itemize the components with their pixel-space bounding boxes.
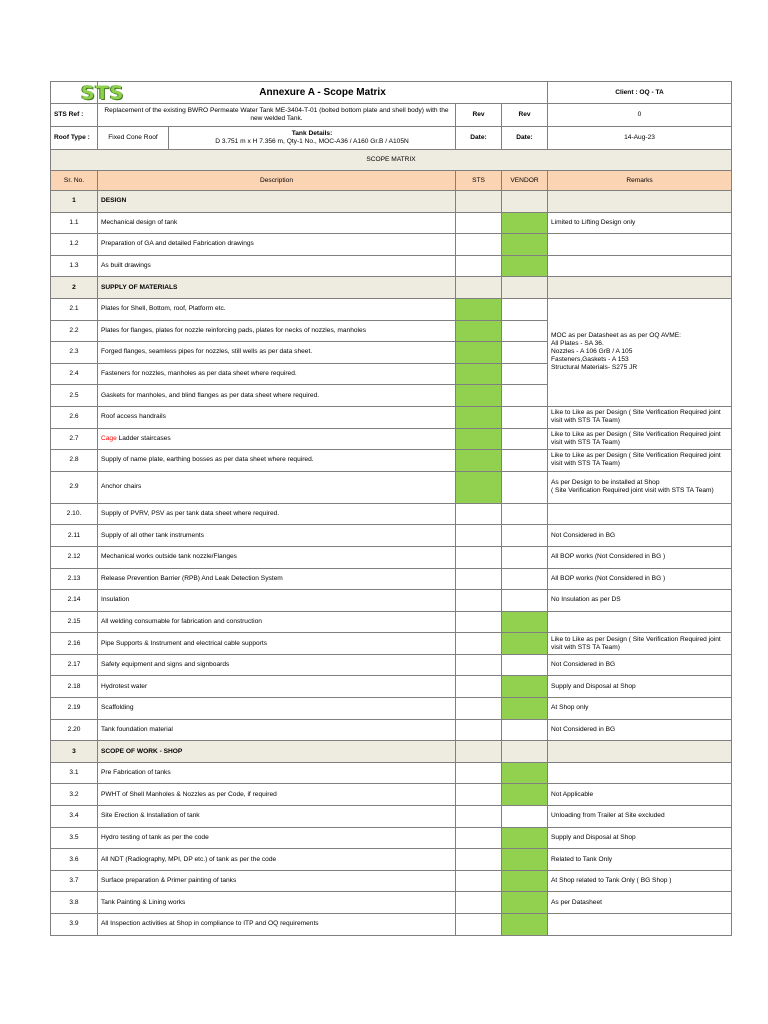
- section-row: [51, 277, 732, 299]
- sts-ref-label: STS Ref :: [51, 104, 98, 127]
- sr-no-cell: 2.2: [51, 320, 98, 342]
- table-row: [51, 870, 732, 892]
- sr-no-cell: 2.17: [51, 654, 98, 676]
- description-cell: Site Erection & Installation of tank: [98, 806, 456, 828]
- description-cell: Pre Fabrication of tanks: [98, 762, 456, 784]
- vendor-cell: [502, 892, 548, 914]
- remarks-cell: Not Applicable: [548, 784, 732, 806]
- vendor-cell: [502, 255, 548, 277]
- sts-cell: [456, 784, 502, 806]
- table-row: [51, 892, 732, 914]
- vendor-cell: [502, 385, 548, 407]
- sr-no-cell: 2.3: [51, 342, 98, 364]
- sr-no-cell: 2.1: [51, 298, 98, 320]
- sts-cell: [456, 914, 502, 936]
- table-row: [51, 762, 732, 784]
- vendor-cell: [502, 342, 548, 364]
- sts-cell: [456, 525, 502, 547]
- sr-no-cell: 2.5: [51, 385, 98, 407]
- remarks-cell: [548, 611, 732, 633]
- scope-matrix-table: [50, 81, 732, 936]
- rev-label-2: Rev: [502, 104, 548, 127]
- sr-no-cell: 2.9: [51, 471, 98, 503]
- sr-no-cell: 3.5: [51, 827, 98, 849]
- sts-cell: [456, 471, 502, 503]
- sr-no-cell: 2.10.: [51, 503, 98, 525]
- tank-details-cell: [98, 127, 456, 150]
- sts-cell: [456, 590, 502, 612]
- description-text: Ladder staircases: [116, 434, 171, 442]
- tank-details-value: D 3.751 m x H 7.356 m, Qty-1 No., MOC-A36 / A160 Gr.B / A105N: [215, 138, 409, 145]
- description-cell: PWHT of Shell Manholes & Nozzles as per Code, if required: [98, 784, 456, 806]
- vendor-cell: [502, 827, 548, 849]
- vendor-cell: [502, 633, 548, 655]
- vendor-cell: [502, 471, 548, 503]
- sts-cell: [456, 234, 502, 256]
- table-row: [51, 568, 732, 590]
- table-row: [51, 611, 732, 633]
- sts-cell: [456, 806, 502, 828]
- vendor-cell: [502, 676, 548, 698]
- sr-no-cell: 2.14: [51, 590, 98, 612]
- remarks-cell: All BOP works (Not Considered in BG ): [548, 546, 732, 568]
- sr-no-cell: 2.16: [51, 633, 98, 655]
- vendor-cell: [502, 590, 548, 612]
- sr-no-cell: 2.15: [51, 611, 98, 633]
- description-cell: Tank Painting & Lining works: [98, 892, 456, 914]
- description-cell: Hydro testing of tank as per the code: [98, 827, 456, 849]
- scope-matrix-heading: SCOPE MATRIX: [51, 150, 732, 171]
- table-row: [51, 525, 732, 547]
- table-row: [51, 406, 732, 428]
- description-cell: Anchor chairs: [98, 471, 456, 503]
- sts-cell: [456, 277, 502, 299]
- sts-cell: [456, 849, 502, 871]
- sts-cell: [456, 320, 502, 342]
- table-row: [51, 654, 732, 676]
- project-description: Replacement of the existing BWRO Permeate Water Tank ME-3404-T-01 (bolted bottom plate and shell body) with the new welded Tank.: [98, 104, 456, 127]
- remarks-cell: [548, 234, 732, 256]
- section-row: [51, 741, 732, 763]
- description-cell: SUPPLY OF MATERIALS: [98, 277, 456, 299]
- table-row: [51, 827, 732, 849]
- description-cell: Insulation: [98, 590, 456, 612]
- remarks-cell: Supply and Disposal at Shop: [548, 676, 732, 698]
- description-cell: Forged flanges, seamless pipes for nozzles, still wells as per data sheet.: [98, 342, 456, 364]
- sts-cell: [456, 212, 502, 234]
- vendor-cell: [502, 428, 548, 450]
- vendor-cell: [502, 762, 548, 784]
- date-label-2: Date:: [502, 127, 548, 150]
- sts-cell: [456, 568, 502, 590]
- sr-no-cell: 2.11: [51, 525, 98, 547]
- sr-no-cell: 2.19: [51, 698, 98, 720]
- roof-type-value: Fixed Cone Roof: [98, 127, 169, 149]
- remarks-cell: [548, 503, 732, 525]
- vendor-cell: [502, 784, 548, 806]
- remarks-cell: All BOP works (Not Considered in BG ): [548, 568, 732, 590]
- vendor-cell: [502, 450, 548, 472]
- table-row: [51, 255, 732, 277]
- vendor-cell: [502, 849, 548, 871]
- vendor-cell: [502, 277, 548, 299]
- sr-no-cell: 2.6: [51, 406, 98, 428]
- remarks-cell: Supply and Disposal at Shop: [548, 827, 732, 849]
- sts-logo: STS: [51, 82, 98, 104]
- sr-no-cell: 2.18: [51, 676, 98, 698]
- description-cell: Hydrotest water: [98, 676, 456, 698]
- sr-no-cell: 1.3: [51, 255, 98, 277]
- col-header-description: Description: [98, 171, 456, 191]
- sts-cell: [456, 191, 502, 213]
- table-row: [51, 450, 732, 472]
- description-cell: Tank foundation material: [98, 719, 456, 741]
- vendor-cell: [502, 806, 548, 828]
- sr-no-cell: 3.1: [51, 762, 98, 784]
- sts-cell: [456, 762, 502, 784]
- description-cell: Pipe Supports & Instrument and electrical cable supports: [98, 633, 456, 655]
- vendor-cell: [502, 234, 548, 256]
- vendor-cell: [502, 698, 548, 720]
- sts-cell: [456, 546, 502, 568]
- sr-no-cell: 3: [51, 741, 98, 763]
- tank-details-label: Tank Details:: [291, 130, 333, 137]
- description-cell: Fasteners for nozzles, manholes as per data sheet where required.: [98, 363, 456, 385]
- table-row: [51, 212, 732, 234]
- sts-cell: [456, 719, 502, 741]
- sr-no-cell: 1.1: [51, 212, 98, 234]
- client-cell: Client : OQ - TA: [548, 82, 732, 104]
- sr-no-cell: 1.2: [51, 234, 98, 256]
- sts-cell: [456, 827, 502, 849]
- remarks-cell: Like to Like as per Design ( Site Verification Required joint visit with STS TA Team): [548, 450, 732, 472]
- sr-no-cell: 2.4: [51, 363, 98, 385]
- remarks-cell: At Shop only: [548, 698, 732, 720]
- vendor-cell: [502, 654, 548, 676]
- description-cell: Plates for flanges, plates for nozzle reinforcing pads, plates for necks of nozzles, manholes: [98, 320, 456, 342]
- remarks-cell: No Insulation as per DS: [548, 590, 732, 612]
- sts-cell: [456, 450, 502, 472]
- remarks-cell: [548, 191, 732, 213]
- vendor-cell: [502, 741, 548, 763]
- remarks-cell: [548, 277, 732, 299]
- table-row: [51, 806, 732, 828]
- remarks-cell: Like to Like as per Design ( Site Verification Required joint visit with STS TA Team): [548, 406, 732, 428]
- sts-cell: [456, 698, 502, 720]
- vendor-cell: [502, 914, 548, 936]
- description-cell: Supply of PVRV, PSV as per tank data sheet where required.: [98, 503, 456, 525]
- col-header-vendor: VENDOR: [502, 171, 548, 191]
- remarks-cell: Unloading from Trailer at Site excluded: [548, 806, 732, 828]
- sts-cell: [456, 255, 502, 277]
- sts-cell: [456, 342, 502, 364]
- table-row: [51, 698, 732, 720]
- description-cell: Roof access handrails: [98, 406, 456, 428]
- roof-type-label: Roof Type :: [51, 127, 98, 150]
- page-title: Annexure A - Scope Matrix: [98, 82, 548, 104]
- rev-value: 0: [548, 104, 732, 127]
- description-cell: Release Prevention Barrier (RPB) And Leak Detection System: [98, 568, 456, 590]
- description-cell: Surface preparation & Primer painting of tanks: [98, 870, 456, 892]
- description-cell: Mechanical design of tank: [98, 212, 456, 234]
- vendor-cell: [502, 320, 548, 342]
- table-row: [51, 633, 732, 655]
- remarks-cell: [548, 762, 732, 784]
- description-cell: Supply of all other tank instruments: [98, 525, 456, 547]
- remarks-cell: Not Considered in BG: [548, 654, 732, 676]
- vendor-cell: [502, 568, 548, 590]
- sts-cell: [456, 676, 502, 698]
- scope-matrix-sheet: [50, 81, 731, 936]
- col-header-sr: Sr. No.: [51, 171, 98, 191]
- table-row: [51, 546, 732, 568]
- sts-cell: [456, 406, 502, 428]
- col-header-sts: STS: [456, 171, 502, 191]
- vendor-cell: [502, 546, 548, 568]
- description-cell: All NDT (Radiography, MPI, DP etc.) of tank as per the code: [98, 849, 456, 871]
- table-row: [51, 914, 732, 936]
- sr-no-cell: 3.7: [51, 870, 98, 892]
- sr-no-cell: 3.8: [51, 892, 98, 914]
- vendor-cell: [502, 611, 548, 633]
- sts-cell: [456, 503, 502, 525]
- sts-cell: [456, 298, 502, 320]
- remarks-cell: Not Considered in BG: [548, 525, 732, 547]
- remarks-cell: Like to Like as per Design ( Site Verification Required joint visit with STS TA Team): [548, 633, 732, 655]
- remarks-cell: [548, 914, 732, 936]
- vendor-cell: [502, 525, 548, 547]
- remarks-cell: Related to Tank Only: [548, 849, 732, 871]
- sts-cell: [456, 611, 502, 633]
- description-cell: Safety equipment and signs and signboards: [98, 654, 456, 676]
- section-row: [51, 191, 732, 213]
- description-cell: Mechanical works outside tank nozzle/Flanges: [98, 546, 456, 568]
- description-cell: DESIGN: [98, 191, 456, 213]
- vendor-cell: [502, 719, 548, 741]
- date-label: Date:: [456, 127, 502, 150]
- vendor-cell: [502, 363, 548, 385]
- table-row: [51, 719, 732, 741]
- description-cell: Plates for Shell, Bottom, roof, Platform etc.: [98, 298, 456, 320]
- remarks-cell: At Shop related to Tank Only ( BG Shop ): [548, 870, 732, 892]
- sr-no-cell: 2.13: [51, 568, 98, 590]
- vendor-cell: [502, 191, 548, 213]
- vendor-cell: [502, 503, 548, 525]
- table-row: [51, 784, 732, 806]
- sr-no-cell: 2.20: [51, 719, 98, 741]
- table-row: [51, 471, 732, 503]
- vendor-cell: [502, 298, 548, 320]
- sts-cell: [456, 892, 502, 914]
- table-row: [51, 676, 732, 698]
- description-cell: Preparation of GA and detailed Fabrication drawings: [98, 234, 456, 256]
- merged-remarks-cell: MOC as per Datasheet as as per OQ AVME: All Plates - SA 36. Nozzles - A 106 GrB / A 105 Fasteners,Gaskets - A 153 Structural Materials- S275 JR: [548, 298, 732, 406]
- sr-no-cell: 2.12: [51, 546, 98, 568]
- table-row: [51, 590, 732, 612]
- sts-cell: [456, 633, 502, 655]
- rev-label: Rev: [456, 104, 502, 127]
- vendor-cell: [502, 870, 548, 892]
- description-cell: Supply of name plate, earthing bosses as per data sheet where required.: [98, 450, 456, 472]
- remarks-cell: Limited to Lifting Design only: [548, 212, 732, 234]
- col-header-remarks: Remarks: [548, 171, 732, 191]
- table-row: [51, 849, 732, 871]
- remarks-cell: Like to Like as per Design ( Site Verification Required joint visit with STS TA Team): [548, 428, 732, 450]
- sr-no-cell: 3.6: [51, 849, 98, 871]
- sts-cell: [456, 385, 502, 407]
- sr-no-cell: 2.7: [51, 428, 98, 450]
- table-row: [51, 428, 732, 450]
- sts-cell: [456, 428, 502, 450]
- date-value: 14-Aug-23: [548, 127, 732, 150]
- vendor-cell: [502, 212, 548, 234]
- description-cell: Scaffolding: [98, 698, 456, 720]
- sts-cell: [456, 870, 502, 892]
- remarks-cell: Not Considered in BG: [548, 719, 732, 741]
- remarks-cell: As per Datasheet: [548, 892, 732, 914]
- remarks-cell: As per Design to be installed at Shop ( Site Verification Required joint visit with STS TA Team): [548, 471, 732, 503]
- sr-no-cell: 3.9: [51, 914, 98, 936]
- sts-cell: [456, 741, 502, 763]
- table-row: [51, 298, 732, 320]
- description-cell: SCOPE OF WORK - SHOP: [98, 741, 456, 763]
- remarks-cell: [548, 741, 732, 763]
- sts-cell: [456, 654, 502, 676]
- table-row: [51, 503, 732, 525]
- description-cell: All welding consumable for fabrication and construction: [98, 611, 456, 633]
- remarks-cell: [548, 255, 732, 277]
- description-cell: All Inspection activities at Shop in compliance to ITP and OQ requirements: [98, 914, 456, 936]
- sr-no-cell: 2.8: [51, 450, 98, 472]
- table-row: [51, 234, 732, 256]
- sts-cell: [456, 363, 502, 385]
- description-cell: As built drawings: [98, 255, 456, 277]
- description-highlight: Cage: [101, 434, 117, 442]
- sr-no-cell: 3.2: [51, 784, 98, 806]
- sr-no-cell: 2: [51, 277, 98, 299]
- description-cell: Gaskets for manholes, and blind flanges as per data sheet where required.: [98, 385, 456, 407]
- description-cell: [98, 428, 456, 450]
- sr-no-cell: 1: [51, 191, 98, 213]
- sr-no-cell: 3.4: [51, 806, 98, 828]
- vendor-cell: [502, 406, 548, 428]
